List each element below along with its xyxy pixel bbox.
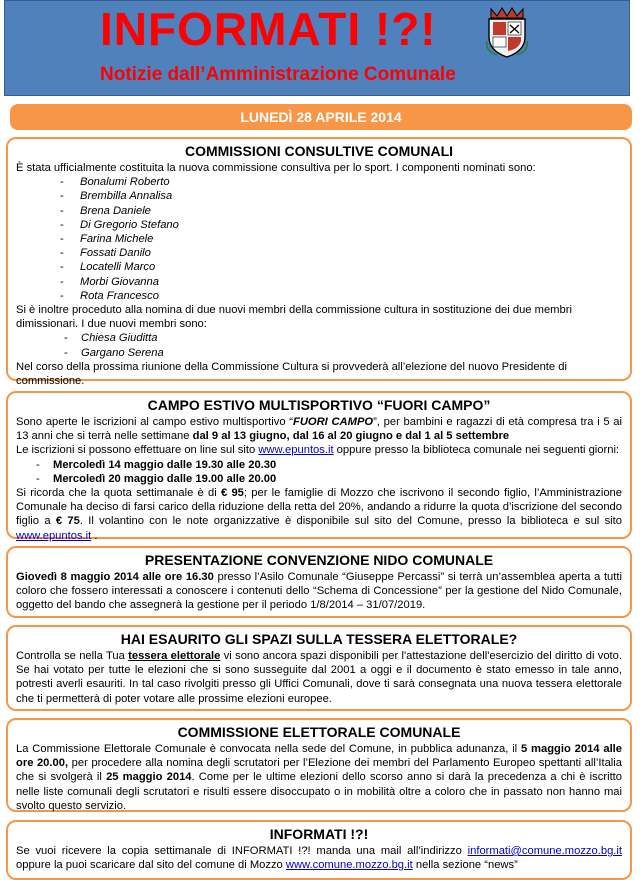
section-campo-estivo [6, 391, 632, 542]
list-item: - Bonalumi Roberto [60, 175, 622, 189]
coat-of-arms-icon [483, 5, 531, 59]
new-members-list [16, 331, 622, 359]
tessera-paragraph: Controlla se nella Tua tessera elettorale vi sono ancora spazi disponibili per l'attestazione dell'esercizio del diritto di voto. Se hai votato per tutte le elezioni che si sono susseguite dal 2001 a oggi e il documento è stato emesso in tale anno, potresti averli esauriti. In tal caso rivolgiti presso gli Uffici Comunali, dove ti sarà consegnata una nuova tessera elettorale che ti permetterà di poter votare alle prossime elezioni europee. [16, 650, 622, 705]
nido-paragraph: Giovedì 8 maggio 2014 alle ore 16.30 presso l’Asilo Comunale “Giuseppe Percassi” si terrà un’assemblea aperta a tutti coloro che fossero interessati a conoscere i contenuti dello “Schema di Concessione” per la gestione del Nido Comunale, oggetto del bando che assegnerà la gestione per il periodo 1/8/2014 – 31/07/2019. [16, 571, 622, 612]
list-item: - Fossati Danilo [60, 246, 622, 260]
epuntos-link[interactable]: www.epuntos.it [258, 444, 334, 457]
section-title: COMMISSIONI CONSULTIVE COMUNALI [184, 143, 454, 159]
list-item: - Brembilla Annalisa [60, 189, 622, 203]
section-title: HAI ESAURITO GLI SPAZI SULLA TESSERA ELETTORALE? [120, 631, 518, 647]
newsletter-header [4, 0, 630, 96]
commissioni-paragraph: Nel corso della prossima riunione della Commissione Cultura si provvederà all’elezione del nuovo Presidente di commissione. [16, 360, 567, 388]
section-title: INFORMATI !?! [269, 826, 369, 842]
campo-paragraph: Sono aperte le iscrizioni al campo estivo multisportivo “FUORI CAMPO”, per bambini e ragazzi di età compresa tra i 5 ai 13 anni che si terrà nelle settimane dal 9 al 13 giugno, dal 16 al 20 giugno e dal 1 al 5 settembre [16, 416, 622, 443]
section-title: CAMPO ESTIVO MULTISPORTIVO “FUORI CAMPO” [147, 397, 491, 413]
newsletter-title: INFORMATI !?! [100, 3, 437, 55]
epuntos-link[interactable]: www.epuntos.it [16, 529, 92, 542]
section-informati [6, 820, 632, 880]
list-item: - Mercoledì 14 maggio dalle 19.30 alle 20.30 [36, 458, 622, 472]
email-link[interactable]: informati@comune.mozzo.bg.it [467, 845, 622, 857]
commissioni-intro: È stata ufficialmente costituita la nuova commissione consultiva per lo sport. I componenti nominati sono: [16, 162, 536, 174]
section-title: PRESENTAZIONE CONVENZIONE NIDO COMUNALE [144, 552, 494, 568]
campo-paragraph: Le iscrizioni si possono effettuare on line sul sito www.epuntos.it oppure presso la biblioteca comunale nei seguenti giorni: [16, 444, 620, 457]
newsletter-subtitle: Notizie dall’Amministrazione Comunale [100, 64, 456, 85]
list-item: - Di Gregorio Stefano [60, 218, 622, 232]
days-list [16, 458, 622, 486]
section-title: COMMISSIONE ELETTORALE COMUNALE [177, 724, 461, 740]
list-item: - Mercoledì 20 maggio dalle 19.00 alle 20.00 [36, 472, 622, 486]
list-item: - Rota Francesco [60, 289, 622, 303]
list-item: - Farina Michele [60, 232, 622, 246]
comune-website-link[interactable]: www.comune.mozzo.bg.it [285, 859, 413, 872]
members-list [16, 175, 622, 303]
section-nido [6, 546, 632, 618]
list-item: - Locatelli Marco [60, 260, 622, 274]
list-item: - Gargano Serena [64, 346, 622, 360]
date-banner: LUNEDÌ 28 APRILE 2014 [10, 104, 632, 130]
list-item: - Morbi Giovanna [60, 275, 622, 289]
list-item: - Chiesa Giuditta [64, 331, 622, 345]
section-commissioni [6, 137, 632, 388]
informati-paragraph: Se vuoi ricevere la copia settimanale di INFORMATI !?! manda una mail all’indirizzo informati@comune.mozzo.bg.it oppure la puoi scaricare dal sito del comune di Mozzo www.comune.mozzo.bg.it nella sezione “news” [16, 845, 622, 872]
elettorale-paragraph: La Commissione Elettorale Comunale è convocata nella sede del Comune, in pubblica adunanza, il 5 maggio 2014 alle ore 20.00, per procedere alla nomina degli scrutatori per l’Elezione dei membri del Parlamento Europeo spettanti all’Italia che si svolgerà il 25 maggio 2014. Come per le ultime elezioni dello scorso anno si darà la precedenza a chi è iscritto nelle liste comunali degli scrutatori e risulti essere disoccupato o in mobilità oltre a coloro che in passato non hanno mai svolto questo servizio. [16, 743, 623, 812]
list-item: - Brena Daniele [60, 204, 622, 218]
section-tessera [6, 625, 632, 711]
campo-paragraph: Si ricorda che la quota settimanale è di € 95; per le famiglie di Mozzo che iscrivono il secondo figlio, l’Amministrazione Comunale ha deciso di farsi carico della riduzione della retta del 20%, andando a ridurre la quota d’iscrizione del secondo figlio a € 75. Il volantino con le note organizzative è disponibile sul sito del Comune, presso la biblioteca e sul sito www.epuntos.it . [16, 487, 623, 542]
section-commissione-elettorale [6, 718, 632, 812]
commissioni-paragraph: Si è inoltre proceduto alla nomina di due nuovi membri della commissione cultura in sostituzione dei due membri dimissionari. I due nuovi membri sono: [16, 304, 572, 331]
